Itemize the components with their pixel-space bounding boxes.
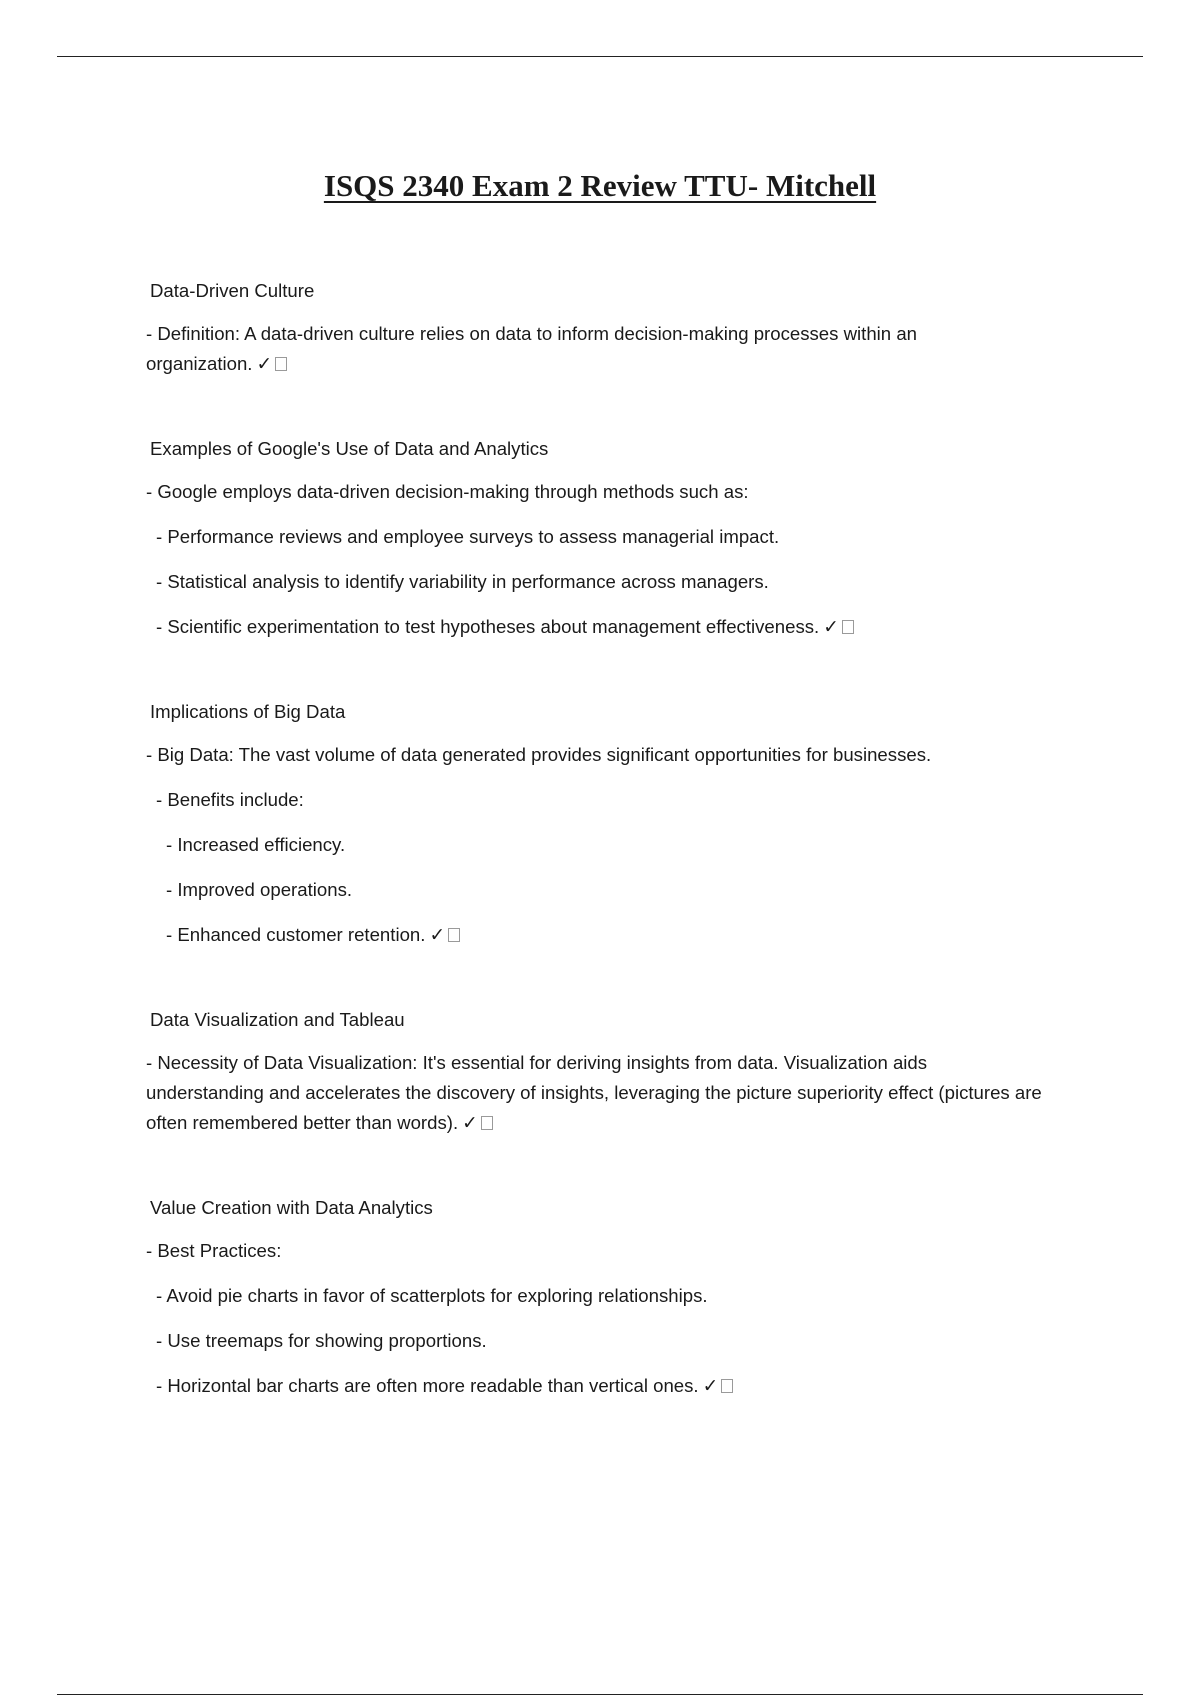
page-title xyxy=(0,166,1200,206)
check-icon xyxy=(429,924,460,945)
checkbox-icon xyxy=(721,1379,733,1393)
list-item xyxy=(146,740,1046,770)
section-heading: Value Creation with Data Analytics xyxy=(150,1197,433,1218)
section-data-visualization xyxy=(146,1007,1046,1138)
list-item xyxy=(146,522,1046,552)
section-data-driven-culture xyxy=(146,278,1046,379)
list-item-text: - Avoid pie charts in favor of scatterplots for exploring relationships. xyxy=(156,1285,708,1306)
list-item-text: - Improved operations. xyxy=(166,879,353,900)
check-glyph: ✓ xyxy=(462,1112,478,1133)
check-glyph: ✓ xyxy=(429,924,446,945)
list-item-text: - Use treemaps for showing proportions. xyxy=(156,1330,487,1351)
check-icon xyxy=(823,616,854,637)
top-rule xyxy=(57,56,1143,57)
bottom-rule xyxy=(57,1694,1143,1695)
check-glyph: ✓ xyxy=(256,353,273,374)
checkbox-icon xyxy=(481,1116,493,1130)
list-item-text: - Enhanced customer retention. xyxy=(166,924,426,945)
list-item xyxy=(146,920,1046,950)
section-heading: Data Visualization and Tableau xyxy=(150,1009,405,1030)
list-item-text: - Scientific experimentation to test hypotheses about management effectiveness. xyxy=(156,616,820,637)
list-item xyxy=(146,1048,1046,1138)
section-big-data xyxy=(146,699,1046,950)
check-glyph: ✓ xyxy=(702,1375,719,1396)
section-google-examples xyxy=(146,436,1046,642)
list-item-text: - Increased efficiency. xyxy=(166,834,346,855)
section-heading: Data-Driven Culture xyxy=(150,280,315,301)
list-item-text: - Big Data: The vast volume of data generated provides significant opportunities for businesses. xyxy=(146,744,932,765)
list-item-text: - Necessity of Data Visualization: It's essential for deriving insights from data. Visualization aids understanding and accelerates the discovery of insights, leveraging the picture superiority effect (pictures are often remembered better than words). xyxy=(146,1052,1042,1133)
check-glyph: ✓ xyxy=(823,616,839,637)
checkbox-icon xyxy=(842,620,854,634)
check-icon xyxy=(462,1112,493,1133)
list-item xyxy=(146,1281,1046,1311)
checkbox-icon xyxy=(448,928,460,942)
section-heading: Implications of Big Data xyxy=(150,701,346,722)
list-item xyxy=(146,612,1046,642)
list-item-text: - Definition: A data-driven culture relies on data to inform decision-making processes within an organization. xyxy=(146,323,917,374)
list-item xyxy=(146,319,1046,379)
list-item xyxy=(146,1326,1046,1356)
section-value-creation xyxy=(146,1195,1046,1401)
checkbox-icon xyxy=(275,357,287,371)
list-item xyxy=(146,1236,1046,1266)
list-item xyxy=(146,830,1046,860)
list-item-text: - Performance reviews and employee surveys to assess managerial impact. xyxy=(156,526,780,547)
list-item-text: - Google employs data-driven decision-making through methods such as: xyxy=(146,481,749,502)
list-item xyxy=(146,1371,1046,1401)
page-title-text: ISQS 2340 Exam 2 Review TTU- Mitchell xyxy=(323,168,877,203)
list-item xyxy=(146,567,1046,597)
list-item-text: - Statistical analysis to identify variability in performance across managers. xyxy=(156,571,769,592)
list-item-text: - Best Practices: xyxy=(146,1240,282,1261)
list-item-text: - Horizontal bar charts are often more readable than vertical ones. xyxy=(156,1375,699,1396)
list-item xyxy=(146,875,1046,905)
document-body xyxy=(146,278,1046,1458)
list-item xyxy=(146,477,1046,507)
check-icon xyxy=(256,353,287,374)
check-icon xyxy=(703,1375,734,1396)
list-item xyxy=(146,785,1046,815)
list-item-text: - Benefits include: xyxy=(156,789,304,810)
section-heading: Examples of Google's Use of Data and Analytics xyxy=(150,438,549,459)
